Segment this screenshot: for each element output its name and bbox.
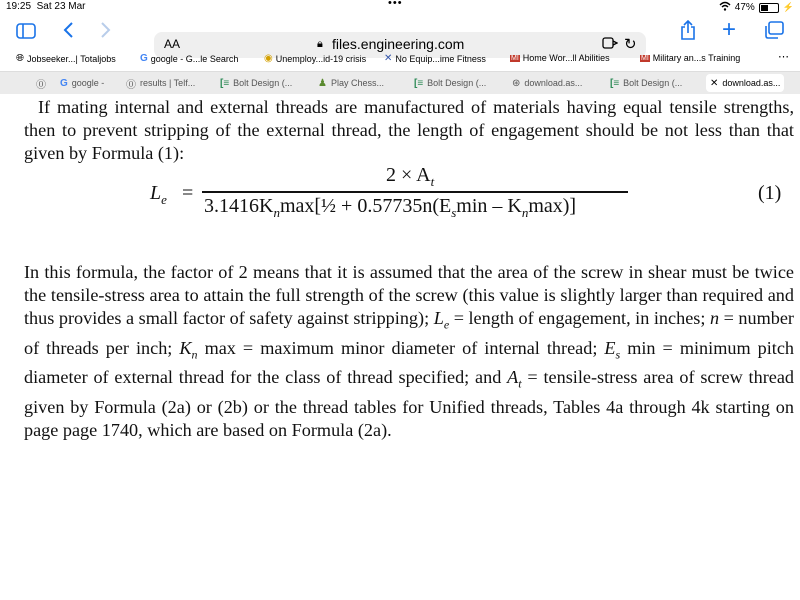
fraction-bar (202, 191, 628, 193)
download-icon: ⊛ (512, 77, 521, 89)
bookmark-item[interactable]: MI Military an...s Training (641, 53, 741, 63)
bookmark-item[interactable]: ◉ Unemploy...id-19 crisis (264, 53, 367, 64)
site-icon: MI (511, 54, 519, 62)
reload-icon[interactable]: ↻ (624, 36, 637, 53)
wifi-icon (719, 1, 731, 14)
tab[interactable] (36, 74, 46, 92)
paragraph-intro: If mating internal and external threads are manufactured of materials having equal tensile strengths, then to prevent stripping of the external thread, the length of engagement should be not less than that given by Formula (1): (24, 97, 794, 163)
close-icon[interactable]: ✕ (710, 77, 719, 89)
globe-icon: 🌐︎ (16, 53, 24, 64)
tab-strip (0, 71, 800, 94)
formula-denominator: $3.1416K_n\max[\frac{1}{2} + 0.57735n(E_s\min - K_n\max)]$ (204, 195, 577, 220)
bookmark-item[interactable]: MI Home Wor...ll Abilities (511, 53, 610, 63)
bookmark-item[interactable]: 🌐︎ Jobseeker...| Totaljobs (16, 53, 116, 64)
url-text[interactable]: files.engineering.com (332, 36, 465, 52)
fitness-icon: ✕ (384, 53, 393, 64)
tab[interactable]: ⓪ results | Telf... (126, 74, 195, 92)
tab-active[interactable]: ✕ download.as... (706, 74, 784, 92)
document-icon: [≡ (610, 77, 620, 89)
tab[interactable]: ⊛ download.as... (512, 77, 583, 89)
more-bookmarks-icon[interactable]: ⋯ (778, 51, 789, 63)
tab[interactable]: [≡ Bolt Design (... (220, 77, 293, 89)
status-bar (0, 0, 800, 14)
bookmark-item[interactable]: ✕ No Equip...ime Fitness (384, 53, 486, 64)
bolt-icon: ⚡ (782, 2, 794, 12)
formula-1 (24, 164, 794, 257)
battery-icon (759, 3, 779, 13)
tab-favicon-icon: ⓪ (126, 79, 136, 91)
google-icon: G (140, 53, 148, 64)
formula-number: (1) (758, 182, 782, 204)
text-size-button[interactable]: AA (164, 37, 181, 51)
paragraph-explanation: In this formula, the factor of 2 means that it is assumed that the area of the screw in shear must be twice the tensile-stress area to attain the full strength of the screw (this value is slightly larger than required and thus provides a small factor of safety against stripping); $L_e$ = length of engagement, in inches; n = number of threads per inch; $K_n$ max = maximum minor diameter of internal thread; $E_s$ min = minimum pitch diameter of external thread for the class of thread specified; and $A_t$ = tensile-stress area of screw thread given by Formula (2a) or (2b) or the thread tables for Unified threads, Tables 4a through 4k starting on page page 1740, which are based on Formula (2a). (24, 262, 794, 440)
browser-toolbar (0, 14, 800, 52)
document-icon: [≡ (414, 77, 424, 89)
status-indicators (719, 1, 794, 14)
tabs-icon[interactable] (764, 21, 784, 43)
formula-equals: = (182, 182, 194, 204)
reader-icon[interactable] (602, 36, 618, 53)
google-icon: G (60, 77, 68, 89)
document-page (24, 96, 794, 442)
formula-lhs: $L_e$ (150, 182, 167, 207)
lock-icon: 🔒︎ (317, 38, 323, 50)
share-icon[interactable] (680, 20, 696, 44)
tab[interactable]: ♟ Play Chess... (318, 77, 384, 89)
time-label: 19:25 (6, 1, 32, 12)
tab-favicon-icon: ⓪ (36, 79, 46, 91)
chess-pawn-icon: ♟ (318, 77, 327, 89)
site-icon: ◉ (264, 53, 273, 64)
plus-icon[interactable]: + (722, 16, 737, 43)
multitasking-dots-icon[interactable]: ••• (388, 0, 403, 9)
sidebar-icon[interactable] (16, 23, 36, 43)
bookmark-item[interactable]: G google - G...le Search (140, 53, 239, 64)
battery-percent: 47% (734, 2, 755, 13)
tab[interactable]: G google - (60, 77, 105, 89)
back-icon[interactable] (62, 21, 74, 43)
tab[interactable]: [≡ Bolt Design (... (610, 77, 683, 89)
forward-icon[interactable] (100, 21, 112, 43)
formula-numerator: $2 \times A_t$ (386, 164, 435, 189)
tab[interactable]: [≡ Bolt Design (... (414, 77, 487, 89)
site-icon: MI (641, 54, 649, 62)
status-time (6, 1, 86, 12)
document-icon: [≡ (220, 77, 230, 89)
date-label: Sat 23 Mar (36, 1, 86, 12)
bookmarks-bar (0, 52, 800, 69)
